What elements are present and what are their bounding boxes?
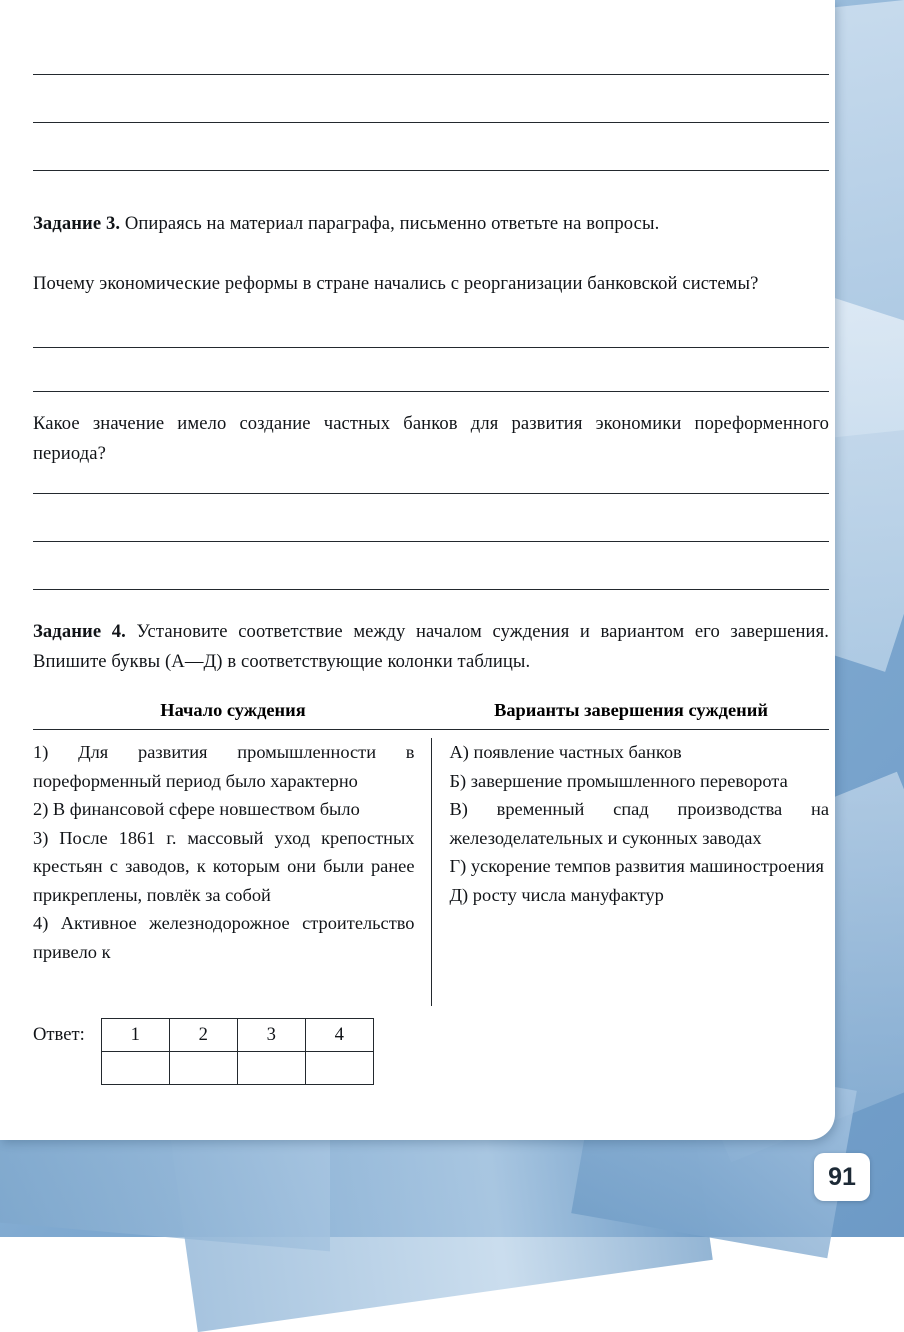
list-item: 3) После 1861 г. массовый уход крепостных крестьян с заводов, к которым они были ранее прикреплены, повлёк за собой bbox=[33, 827, 415, 905]
task3-instruction-text: Опираясь на материал параграфа, письменно ответьте на вопросы. bbox=[124, 213, 660, 234]
task3-label: Задание 3. bbox=[33, 213, 121, 234]
list-item: 1) Для развития промышленности в пореформенный период было характерно bbox=[33, 742, 415, 791]
matching-table-header-right: Варианты завершения суждений bbox=[494, 700, 768, 720]
list-item: 4) Активное железнодорожное строительство привело к bbox=[33, 913, 415, 962]
list-item: Д) росту числа мануфактур bbox=[449, 884, 664, 905]
task4-label: Задание 4. bbox=[33, 621, 126, 642]
matching-table-left-column bbox=[33, 738, 432, 1006]
writing-rule[interactable] bbox=[33, 493, 829, 494]
answer-cell[interactable] bbox=[305, 1052, 373, 1085]
answer-section bbox=[33, 1018, 374, 1085]
task3-question-1: Почему экономические реформы в стране начались с реорганизации банковской системы? bbox=[33, 273, 759, 294]
list-item: В) временный спад производства на железоделательных и суконных заводах bbox=[449, 799, 829, 848]
writing-rule[interactable] bbox=[33, 541, 829, 542]
matching-table bbox=[33, 700, 829, 1006]
writing-rule[interactable] bbox=[33, 347, 829, 348]
task4-instruction bbox=[33, 617, 829, 677]
list-item: А) появление частных банков bbox=[449, 742, 682, 762]
list-item: 2) В финансовой сфере новшеством было bbox=[33, 799, 360, 819]
table-row bbox=[101, 1019, 373, 1052]
answer-grid bbox=[101, 1018, 374, 1085]
answer-column-header: 3 bbox=[237, 1019, 305, 1052]
list-item: Г) ускорение темпов развития машиностроения bbox=[449, 856, 824, 876]
writing-rule[interactable] bbox=[33, 170, 829, 171]
answer-cell[interactable] bbox=[101, 1052, 169, 1085]
answer-cell[interactable] bbox=[169, 1052, 237, 1085]
matching-table-header-left: Начало суждения bbox=[160, 700, 306, 720]
table-row bbox=[101, 1052, 373, 1085]
answer-column-header: 2 bbox=[169, 1019, 237, 1052]
answer-column-header: 4 bbox=[305, 1019, 373, 1052]
writing-rule[interactable] bbox=[33, 122, 829, 123]
task3-question-2: Какое значение имело создание частных банков для развития экономики пореформенного периода? bbox=[33, 413, 829, 464]
list-item: Б) завершение промышленного переворота bbox=[449, 770, 788, 791]
matching-table-right-column bbox=[432, 738, 830, 1006]
task4-instruction-text: Установите соответствие между началом суждения и вариантом его завершения. Впишите буквы (А—Д) в соответствующие колонки таблицы. bbox=[33, 621, 829, 672]
answer-cell[interactable] bbox=[237, 1052, 305, 1085]
answer-label: Ответ: bbox=[33, 1024, 85, 1045]
writing-rule[interactable] bbox=[33, 589, 829, 590]
writing-rule[interactable] bbox=[33, 74, 829, 75]
page-content bbox=[33, 0, 829, 1140]
answer-column-header: 1 bbox=[101, 1019, 169, 1052]
writing-rule[interactable] bbox=[33, 391, 829, 392]
task3-instruction bbox=[33, 209, 829, 239]
matching-table-header bbox=[33, 700, 829, 729]
page-number: 91 bbox=[814, 1153, 870, 1201]
matching-table-body bbox=[33, 730, 829, 1006]
